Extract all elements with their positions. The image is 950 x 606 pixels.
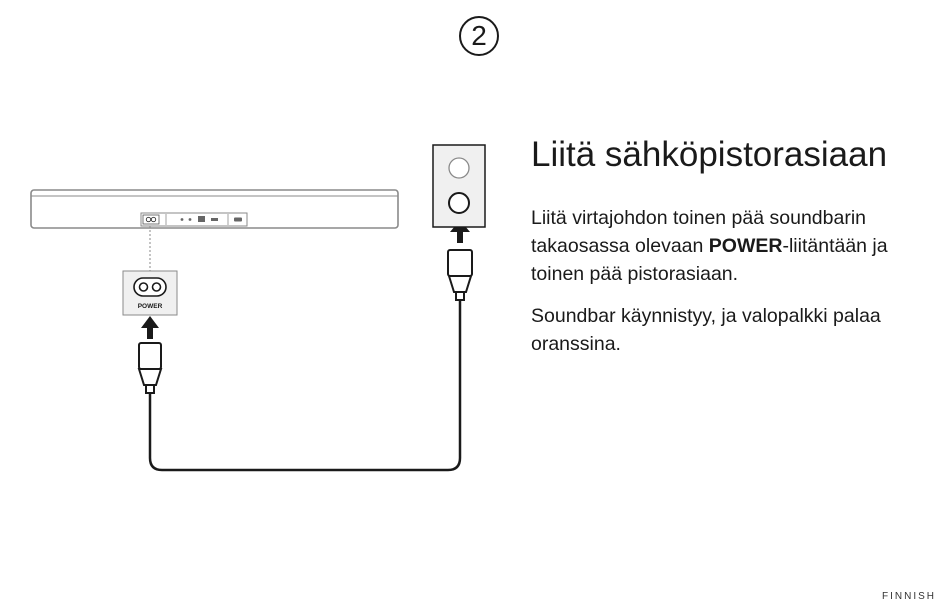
wall-outlet bbox=[433, 145, 485, 227]
wall-plug bbox=[448, 250, 472, 300]
step-number: 2 bbox=[471, 20, 487, 51]
instruction-text-after: -liitäntään ja toinen pää pistorasiaan. bbox=[531, 235, 888, 285]
power-port-label: POWER bbox=[137, 303, 163, 310]
language-label: FINNISH bbox=[882, 591, 936, 602]
power-cord bbox=[150, 300, 460, 470]
instruction-title: Liitä sähköpistorasiaan bbox=[531, 135, 888, 174]
instructions bbox=[531, 132, 931, 372]
soundbar-plug bbox=[139, 343, 161, 393]
instruction-paragraph-2: Soundbar käynnistyy, ja valopalkki palaa oranssina. bbox=[531, 305, 881, 355]
instruction-text-before: Liitä virtajohdon toinen pää soundbarin takaosassa olevaan bbox=[531, 207, 866, 257]
arrow-up-icon bbox=[141, 316, 159, 339]
power-emphasis: POWER bbox=[708, 235, 783, 257]
instruction-paragraph-1 bbox=[531, 204, 931, 288]
soundbar-graphic bbox=[31, 190, 398, 228]
power-port-callout bbox=[123, 271, 177, 315]
